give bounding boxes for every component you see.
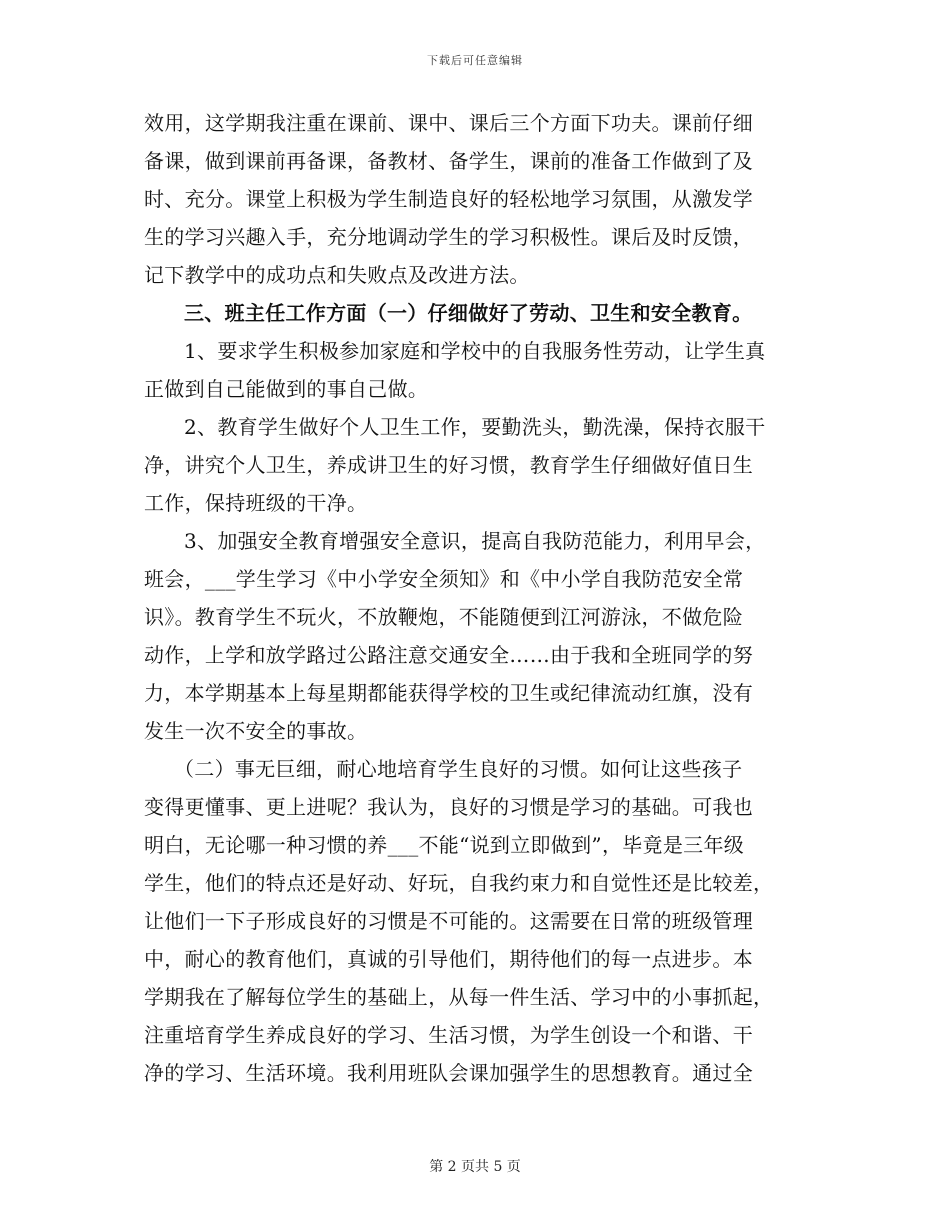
paragraph-line: 工作，保持班级的干净。 <box>144 491 368 515</box>
paragraph-line: 发生一次不安全的事故。 <box>144 719 368 743</box>
paragraph-line: 生的学习兴趣入手，充分地调动学生的学习积极性。课后及时反馈， <box>144 225 753 249</box>
paragraph-line: 力，本学期基本上每星期都能获得学校的卫生或纪律流动红旗，没有 <box>144 681 753 705</box>
paragraph-line: 净的学习、生活环境。我利用班队会课加强学生的思想教育。通过全 <box>144 1061 753 1085</box>
section-heading-line: 三、班主任工作方面（一）仔细做好了劳动、卫生和安全教育。 <box>184 301 753 325</box>
paragraph-line: 学期我在了解每位学生的基础上，从每一件生活、学习中的小事抓起， <box>144 985 774 1009</box>
paragraph-line: 识》。教育学生不玩火，不放鞭炮，不能随便到江河游泳，不做危险 <box>144 605 743 629</box>
paragraph-line: 净，讲究个人卫生，养成讲卫生的好习惯，教育学生仔细做好值日生 <box>144 453 753 477</box>
paragraph-line: 正做到自己能做到的事自己做。 <box>144 377 429 401</box>
paragraph-line: 班会，___学生学习《中小学安全须知》和《中小学自我防范安全常 <box>144 567 744 591</box>
paragraph-line: 记下教学中的成功点和失败点及改进方法。 <box>144 263 530 287</box>
page-number-footer: 第 2 页共 5 页 <box>429 1159 521 1175</box>
paragraph-line: 中，耐心的教育他们，真诚的引导他们，期待他们的每一点进步。本 <box>144 947 753 971</box>
paragraph-line: 效用，这学期我注重在课前、课中、课后三个方面下功夫。课前仔细 <box>144 111 753 135</box>
paragraph-line: 明白，无论哪一种习惯的养___不能“说到立即做到”，毕竟是三年级 <box>144 833 745 857</box>
page-header-note: 下载后可任意编辑 <box>427 54 523 67</box>
paragraph-line: 变得更懂事、更上进呢？我认为，良好的习惯是学习的基础。可我也 <box>144 795 753 819</box>
paragraph-line: 1、要求学生积极参加家庭和学校中的自我服务性劳动，让学生真 <box>184 339 766 363</box>
paragraph-line: 注重培育学生养成良好的学习、生活习惯，为学生创设一个和谐、干 <box>144 1023 753 1047</box>
paragraph-line: 备课，做到课前再备课，备教材、备学生，课前的准备工作做到了及 <box>144 149 753 173</box>
paragraph-line: （二）事无巨细，耐心地培育学生良好的习惯。如何让这些孩子 <box>174 757 743 781</box>
paragraph-line: 动作，上学和放学路过公路注意交通安全……由于我和全班同学的努 <box>144 643 753 667</box>
document-body <box>144 104 804 1092</box>
paragraph-line: 3、加强安全教育增强安全意识，提高自我防范能力，利用早会， <box>184 529 766 553</box>
paragraph-line: 2、教育学生做好个人卫生工作，要勤洗头，勤洗澡，保持衣服干 <box>184 415 766 439</box>
paragraph-line: 让他们一下子形成良好的习惯是不可能的。这需要在日常的班级管理 <box>144 909 753 933</box>
paragraph-line: 学生，他们的特点还是好动、好玩，自我约束力和自觉性还是比较差， <box>144 871 774 895</box>
paragraph-line: 时、充分。课堂上积极为学生制造良好的轻松地学习氛围，从激发学 <box>144 187 753 211</box>
